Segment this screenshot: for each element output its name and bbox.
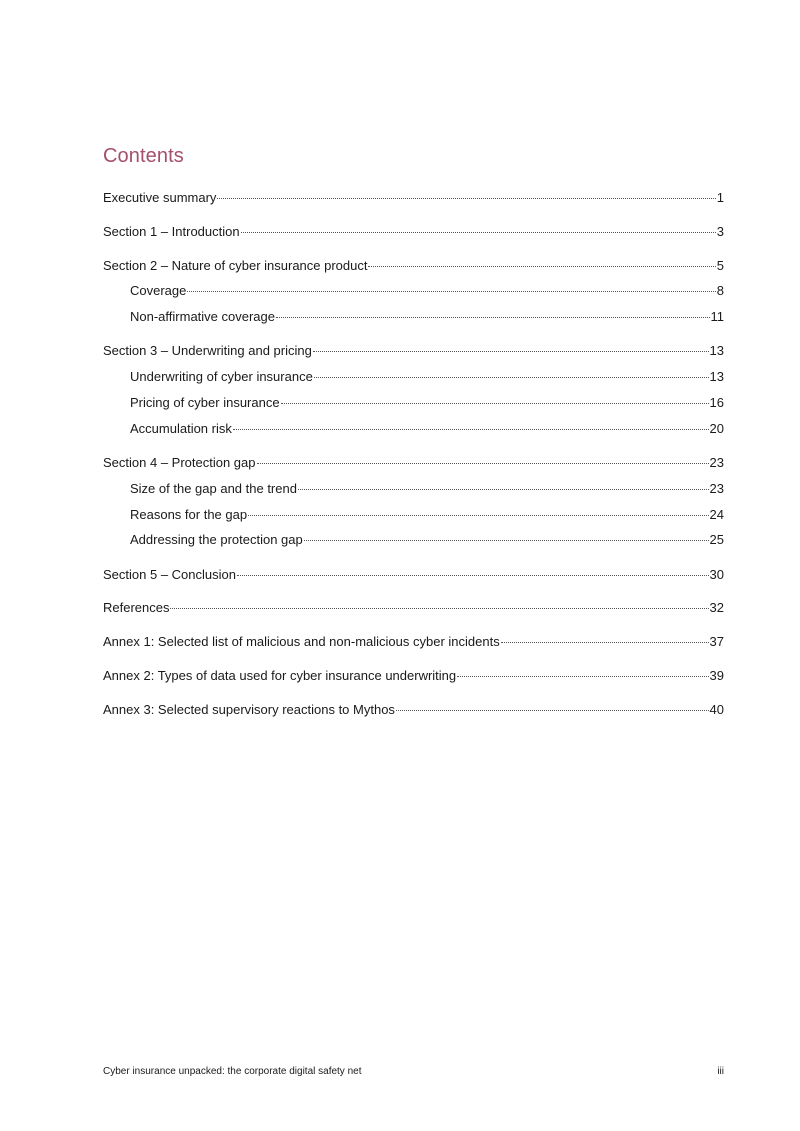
toc-page-number: 13 [709, 369, 724, 384]
toc-page-number: 32 [709, 600, 724, 615]
toc-entry-text: Size of the gap and the trend [130, 481, 297, 496]
toc-page-number: 5 [716, 258, 724, 273]
toc-entry-text: Non-affirmative coverage [130, 309, 275, 324]
dot-leader [281, 403, 709, 404]
toc-entry-text: Addressing the protection gap [130, 532, 303, 547]
toc-page-number: 30 [709, 567, 724, 582]
footer-document-title: Cyber insurance unpacked: the corporate digital safety net [103, 1066, 362, 1077]
toc-entry-coverage[interactable] [130, 282, 724, 300]
toc-entry-section-4[interactable] [103, 454, 724, 472]
toc-entry-text: Annex 1: Selected list of malicious and non-malicious cyber incidents [103, 634, 500, 649]
page-footer [103, 1066, 724, 1077]
toc-page-number: 16 [709, 395, 724, 410]
toc-entry-pricing-of-cyber-insurance[interactable] [130, 394, 724, 412]
toc-entry-text: Annex 3: Selected supervisory reactions to Mythos [103, 702, 395, 717]
toc-entry-section-5[interactable] [103, 566, 724, 584]
toc-page-number: 20 [709, 421, 724, 436]
toc-entry-annex-3[interactable] [103, 701, 724, 719]
dot-leader [314, 377, 709, 378]
toc-entry-text: Section 2 – Nature of cyber insurance product [103, 258, 368, 273]
dot-leader [298, 489, 709, 490]
toc-page-number: 1 [716, 190, 724, 205]
dot-leader [248, 515, 708, 516]
dot-leader [257, 463, 709, 464]
footer-page-number: iii [717, 1066, 724, 1077]
toc-entry-non-affirmative-coverage[interactable] [130, 308, 724, 326]
dot-leader [457, 676, 708, 677]
toc-entry-text: Annex 2: Types of data used for cyber insurance underwriting [103, 668, 457, 683]
toc-entry-annex-2[interactable] [103, 667, 724, 685]
toc-entry-underwriting-of-cyber-insurance[interactable] [130, 368, 724, 386]
toc-entry-size-of-the-gap[interactable] [130, 480, 724, 498]
dot-leader [241, 232, 716, 233]
toc-entry-executive-summary[interactable] [103, 189, 724, 207]
dot-leader [233, 429, 709, 430]
dot-leader [237, 575, 709, 576]
dot-leader [313, 351, 709, 352]
toc-entry-text: Section 5 – Conclusion [103, 567, 236, 582]
toc-page-number: 37 [709, 634, 724, 649]
toc-page-number: 3 [716, 224, 724, 239]
toc-entry-section-1[interactable] [103, 223, 724, 241]
dot-leader [170, 608, 708, 609]
dot-leader [396, 710, 709, 711]
toc-entry-references[interactable] [103, 599, 724, 617]
toc-entry-accumulation-risk[interactable] [130, 420, 724, 438]
dot-leader [304, 540, 709, 541]
dot-leader [187, 291, 715, 292]
toc-page-number: 23 [709, 455, 724, 470]
toc-page-number: 39 [709, 668, 724, 683]
toc-entry-text: Accumulation risk [130, 421, 232, 436]
toc-entry-text: References [103, 600, 170, 615]
dot-leader [276, 317, 710, 318]
dot-leader [368, 266, 715, 267]
page-title: Contents [103, 145, 184, 167]
dot-leader [501, 642, 709, 643]
toc-entry-annex-1[interactable] [103, 633, 724, 651]
dot-leader [217, 198, 715, 199]
toc-page-number: 24 [709, 507, 724, 522]
toc-entry-section-2[interactable] [103, 257, 724, 275]
toc-entry-text: Pricing of cyber insurance [130, 395, 280, 410]
toc-entry-section-3[interactable] [103, 342, 724, 360]
toc-page-number: 13 [709, 343, 724, 358]
toc-entry-text: Section 4 – Protection gap [103, 455, 256, 470]
toc-entry-text: Section 3 – Underwriting and pricing [103, 343, 312, 358]
toc-page-number: 8 [716, 283, 724, 298]
toc-entry-text: Coverage [130, 283, 187, 298]
toc-page-number: 40 [709, 702, 724, 717]
toc-page-number: 11 [710, 309, 724, 324]
table-of-contents [103, 0, 724, 1131]
toc-page-number: 23 [709, 481, 724, 496]
toc-entry-reasons-for-the-gap[interactable] [130, 506, 724, 524]
toc-page-number: 25 [709, 532, 724, 547]
toc-entry-text: Reasons for the gap [130, 507, 248, 522]
toc-entry-text: Underwriting of cyber insurance [130, 369, 313, 384]
toc-entry-text: Executive summary [103, 190, 217, 205]
toc-entry-text: Section 1 – Introduction [103, 224, 240, 239]
toc-entry-addressing-the-protection-gap[interactable] [130, 531, 724, 549]
